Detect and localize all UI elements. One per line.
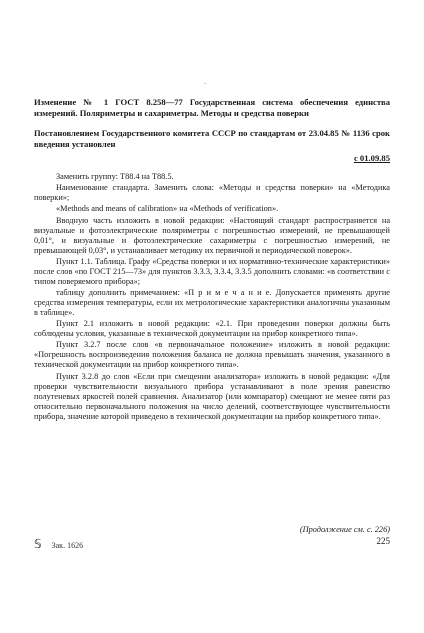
paragraph: Пункт 2.1 изложить в новой редакции: «2.1. При проведении поверки должны быть соблюдены условия, указанные в технической документации на прибор конкретного типа». <box>34 319 390 339</box>
publisher-mark-icon: 𝕊 <box>34 537 42 551</box>
decree-line: Постановлением Государственного комитета СССР по стандартам от 23.04.85 № 1136 срок введения установлен <box>34 128 390 149</box>
paragraph: «Methods and means of calibration» на «Methods of verification». <box>56 204 279 214</box>
order-number: Зак. 1626 <box>51 541 84 550</box>
paragraph: Пункт 1.1. Таблица. Графу «Средства поверки и их нормативно-технические характеристики» после слов «по ГОСТ 215—73» для пунктов 3.3.3, 3.3.4, 3.3.5 дополнить словами: «в соответствии с типом поверяемого прибора»; <box>34 256 390 286</box>
amendment-body <box>34 172 390 423</box>
paragraph: Вводную часть изложить в новой редакции: «Настоящий стандарт распространяется на визуальные и фотоэлектрические поляриметры с погрешностью измерений, не превышающей 0,01°, и визуальные и фотоэлектрические сахариметры с погрешностью измерений, не превышающей 0,03°, и устанавливает методику их первичной и периодической поверок». <box>34 215 390 255</box>
paragraph: Пункт 3.2.8 до слов «Если при смещении анализатора» изложить в новой редакции: «Для проверки чувствительности визуального прибора устанавливают в поле зрения равенство полутеневых яркостей полей сравнения. Анализатор (или компаратор) смещают не менее пяти раз относительно первоначального положения на число делений, соответствующее чувствительности прибора, значение которой приведено в технической документации на прибор конкретного типа». <box>34 371 390 421</box>
page-number: 225 <box>376 536 390 546</box>
stray-mark: ‑ <box>204 79 207 87</box>
amendment-title: Изменение № 1 ГОСТ 8.258—77 Государственная система обеспечения единства измерений. Поляриметры и сахариметры. Методы и средства поверки <box>34 97 390 118</box>
paragraph: таблицу дополнить примечанием: «П р и м е ч а н и е. Допускается применять другие средства измерения температуры, если их метрологические характеристики аналогичны указанным в таблице». <box>34 287 390 317</box>
footer <box>34 537 83 551</box>
continuation-note: (Продолжение см. с. 226) <box>299 525 390 534</box>
paragraph: Пункт 3.2.7 после слов «в первоначальное положение» изложить в новой редакции: «Погрешность воспроизведения положения баланса не должна превышать значения, указанного в технической документации на прибор конкретного типа». <box>34 340 390 370</box>
effective-date: с 01.09.85 <box>353 153 390 163</box>
paragraph: Заменить группу: Т88.4 на Т88.5. <box>56 172 174 181</box>
paragraph: Наименование стандарта. Заменить слова: «Методы и средства поверки» на «Методика поверки»; <box>34 183 390 203</box>
